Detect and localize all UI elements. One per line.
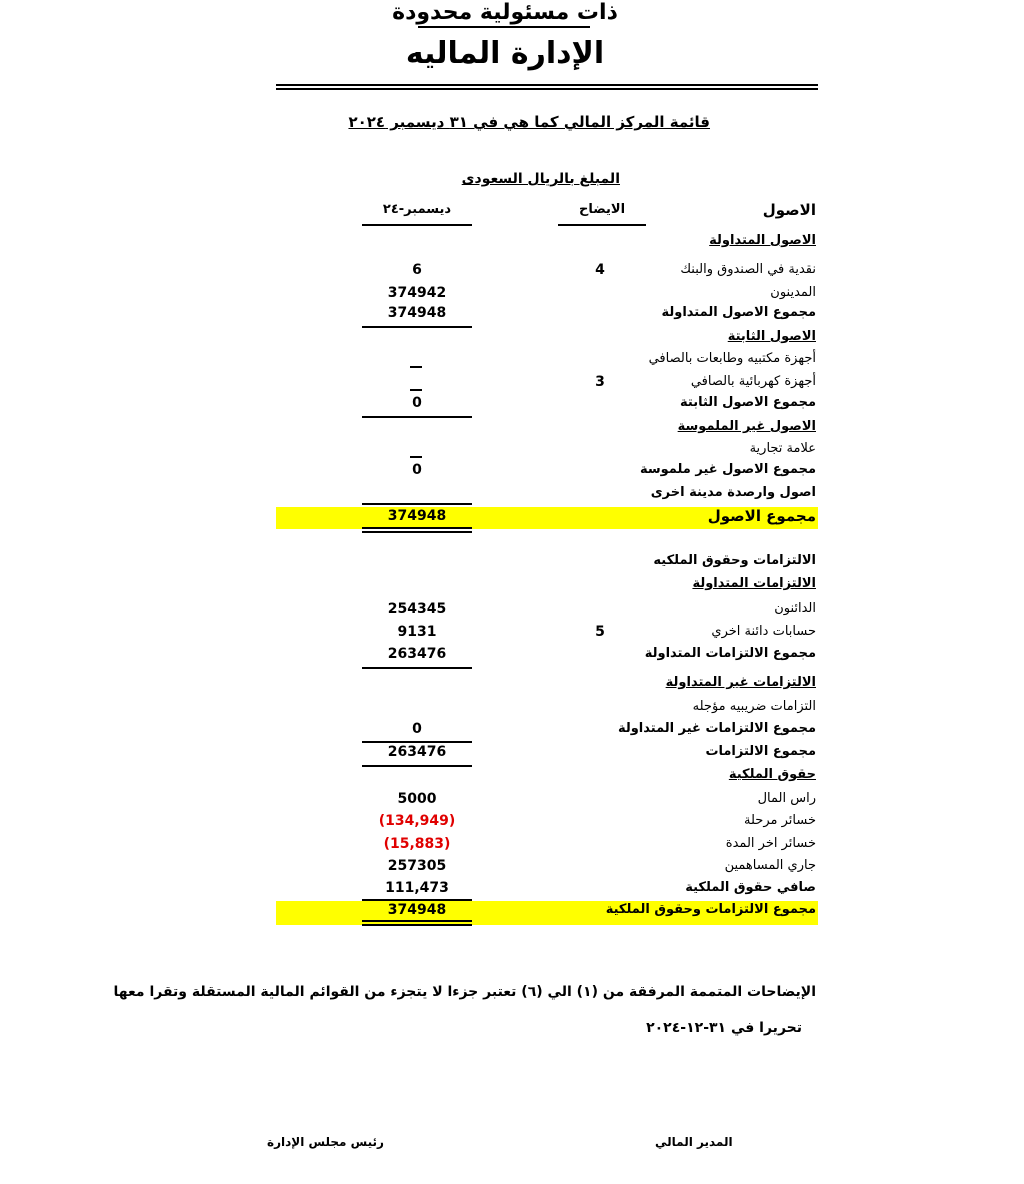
row-label-carried-losses: خسائر مرحلة bbox=[744, 813, 816, 828]
footer-issue-date: تحريرا في ٣١-١٢-٢٠٢٤ bbox=[646, 1020, 802, 1036]
column-header-date: ديسمبر-٢٤ bbox=[382, 202, 452, 217]
row-note-fixed-assets: 3 bbox=[595, 374, 605, 390]
row-label-total-noncurrent-liabilities: مجموع الالتزامات غير المتداولة bbox=[617, 721, 816, 736]
row-label-other-credit: حسابات دائنة اخري bbox=[711, 624, 816, 639]
double-rule-bottom bbox=[362, 531, 472, 533]
dash-office-equipment bbox=[410, 366, 422, 368]
row-value-total-intangible: 0 bbox=[412, 462, 422, 478]
row-label-trademark: علامة تجارية bbox=[749, 441, 816, 456]
row-note-cash: 4 bbox=[595, 262, 605, 278]
row-value-other-credit: 9131 bbox=[397, 624, 437, 640]
section-liabilities-equity: الالتزامات وحقوق الملكيه bbox=[653, 553, 816, 568]
row-value-cash: 6 bbox=[412, 262, 422, 278]
row-label-total-intangible: مجموع الاصول غير ملموسة bbox=[639, 462, 816, 477]
signature-finance-manager: المدير المالي bbox=[655, 1135, 733, 1149]
row-value-debtors: 374942 bbox=[387, 285, 447, 301]
row-label-other-assets: اصول وارصدة مدينة اخرى bbox=[650, 485, 816, 500]
section-current-assets: الاصول المتداولة bbox=[709, 233, 816, 248]
footer-notes-statement: الإيضاحات المتممة المرفقة من (١) الي (٦) تعتبر جزءا لا يتجزء من القوائم المالية المستقلة وتقرا معها bbox=[113, 984, 816, 1000]
row-label-cash: نقدية في الصندوق والبنك bbox=[680, 262, 816, 277]
row-label-period-losses: خسائر اخر المدة bbox=[725, 836, 816, 851]
row-label-creditors: الدائنون bbox=[774, 601, 816, 616]
header-rule-top bbox=[276, 84, 818, 86]
section-intangible-assets: الاصول غير الملموسة bbox=[677, 419, 816, 434]
section-current-liabilities: الالتزامات المتداولة bbox=[692, 576, 816, 591]
row-label-deferred-tax: التزامات ضريبيه مؤجله bbox=[692, 699, 816, 714]
double-rule-bottom bbox=[362, 924, 472, 926]
section-fixed-assets: الاصول الثابتة bbox=[727, 329, 816, 344]
statement-title: قائمة المركز المالي كما هي في ٣١ ديسمبر ٢٠٢٤ bbox=[348, 113, 710, 131]
row-value-total-liabilities-equity: 374948 bbox=[387, 902, 447, 918]
row-value-total-fixed-assets: 0 bbox=[412, 395, 422, 411]
double-rule-top bbox=[362, 527, 472, 529]
total-rule bbox=[362, 741, 472, 743]
section-equity: حقوق الملكية bbox=[728, 767, 816, 782]
header-rule-bottom bbox=[276, 88, 818, 90]
total-rule bbox=[362, 667, 472, 669]
row-value-creditors: 254345 bbox=[387, 601, 447, 617]
row-label-partners-current: جاري المساهمين bbox=[724, 858, 816, 873]
total-rule bbox=[362, 765, 472, 767]
row-value-total-current-liabilities: 263476 bbox=[387, 646, 447, 662]
note-column-rule bbox=[558, 224, 646, 226]
row-value-net-equity: 111,473 bbox=[385, 880, 449, 896]
row-label-debtors: المدينون bbox=[770, 285, 816, 300]
currency-note: المبلغ بالريال السعودى bbox=[461, 171, 620, 187]
row-label-total-current-assets: مجموع الاصول المتداولة bbox=[661, 305, 816, 320]
row-label-capital: راس المال bbox=[757, 791, 816, 806]
row-label-total-liabilities-equity: مجموع الالتزامات وحقوق الملكية bbox=[605, 902, 816, 917]
row-label-total-current-liabilities: مجموع الالتزامات المتداولة bbox=[644, 646, 816, 661]
section-noncurrent-liabilities: الالتزامات غير المتداولة bbox=[665, 675, 816, 690]
dash-electrical-equipment bbox=[410, 389, 422, 391]
total-rule bbox=[362, 416, 472, 418]
row-value-capital: 5000 bbox=[397, 791, 437, 807]
total-rule bbox=[362, 503, 472, 505]
dash-trademark bbox=[410, 456, 422, 458]
double-rule-top bbox=[362, 920, 472, 922]
row-value-period-losses: (15,883) bbox=[383, 836, 451, 852]
company-type: ذات مسئولية محدودة bbox=[392, 0, 618, 25]
company-underline bbox=[418, 26, 590, 28]
row-value-total-current-assets: 374948 bbox=[387, 305, 447, 321]
column-header-assets: الاصول bbox=[762, 201, 816, 219]
total-rule bbox=[362, 326, 472, 328]
row-value-total-noncurrent-liabilities: 0 bbox=[412, 721, 422, 737]
row-note-other-credit: 5 bbox=[595, 624, 605, 640]
row-value-total-liabilities: 263476 bbox=[387, 744, 447, 760]
row-label-electrical-equipment: أجهزة كهربائية بالصافي bbox=[690, 374, 816, 389]
row-value-carried-losses: (134,949) bbox=[378, 813, 456, 829]
date-column-rule bbox=[362, 224, 472, 226]
row-value-total-assets: 374948 bbox=[387, 508, 447, 524]
row-label-total-assets: مجموع الاصول bbox=[707, 507, 816, 525]
row-label-office-equipment: أجهزة مكتبيه وطابعات بالصافي bbox=[648, 351, 816, 366]
department-title: الإدارة الماليه bbox=[405, 36, 605, 71]
column-header-note: الايضاح bbox=[578, 202, 626, 217]
row-label-total-liabilities: مجموع الالتزامات bbox=[705, 744, 816, 759]
row-label-net-equity: صافي حقوق الملكية bbox=[685, 880, 816, 895]
row-label-total-fixed-assets: مجموع الاصول الثابتة bbox=[680, 395, 816, 410]
row-value-partners-current: 257305 bbox=[387, 858, 447, 874]
signature-board-chairman: رئيس مجلس الإدارة bbox=[267, 1135, 384, 1149]
